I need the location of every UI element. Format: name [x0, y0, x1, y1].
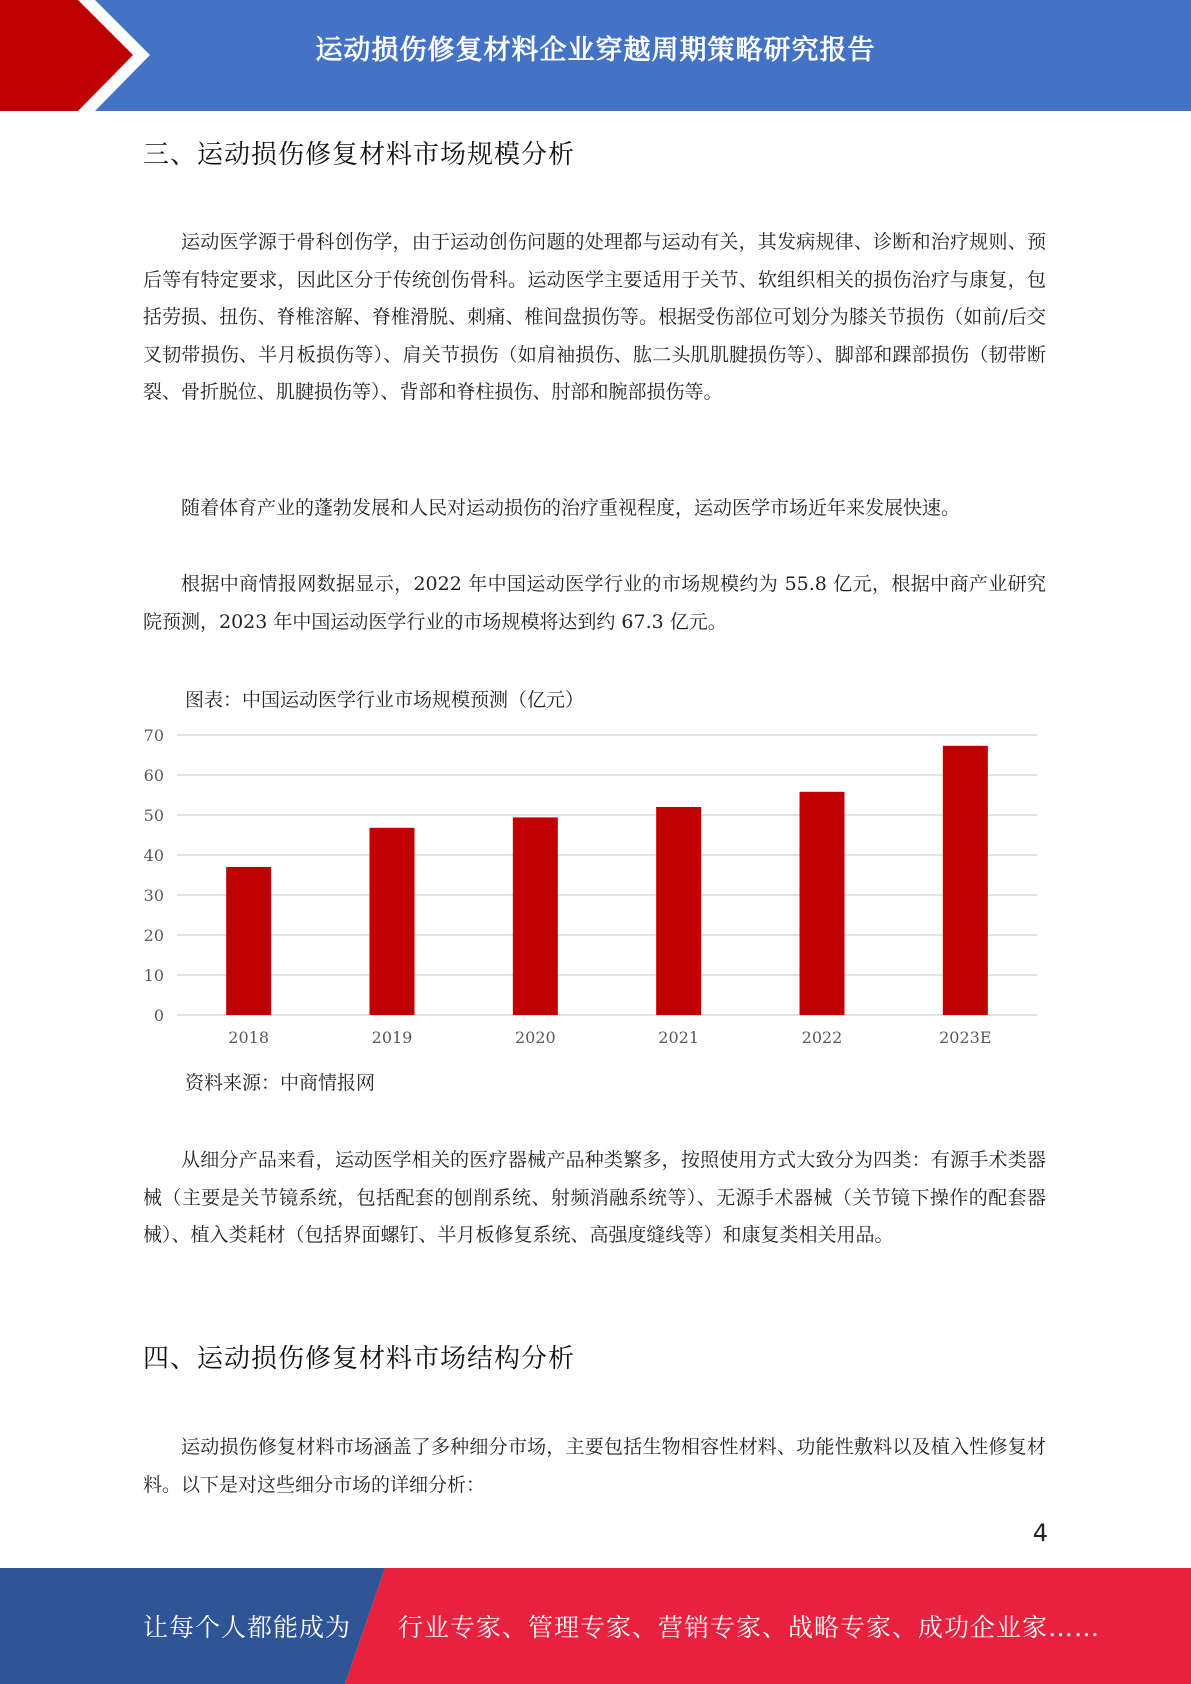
page-header	[0, 0, 1191, 111]
y-tick-label: 10	[143, 966, 164, 985]
page-footer	[0, 1568, 1191, 1684]
paragraph: 从细分产品来看，运动医学相关的医疗器械产品种类繁多，按照使用方式大致分为四类：有源手术类器械（主要是关节镜系统，包括配套的刨削系统、射频消融系统等）、无源手术器械（关节镜下操作的配套器械）、植入类耗材（包括界面螺钉、半月板修复系统、高强度缝线等）和康复类相关用品。	[143, 1149, 1046, 1246]
bar	[370, 828, 415, 1015]
paragraph: 运动医学源于骨科创伤学，由于运动创伤问题的处理都与运动有关，其发病规律、诊断和治疗规则、预后等有特定要求，因此区分于传统创伤骨科。运动医学主要适用于关节、软组织相关的损伤治疗与康复，包括劳损、扭伤、脊椎溶解、脊椎滑脱、刺痛、椎间盘损伤等。根据受伤部位可划分为膝关节损伤（如前/后交叉韧带损伤、半月板损伤等）、肩关节损伤（如肩袖损伤、肱二头肌肌腱损伤等）、脚部和踝部损伤（韧带断裂、骨折脱位、肌腱损伤等）、背部和脊柱损伤、肘部和腕部损伤等。	[143, 231, 1046, 403]
x-tick-label: 2023E	[939, 1028, 992, 1047]
y-tick-label: 50	[143, 806, 164, 825]
footer-slogan-right: 行业专家、管理专家、营销专家、战略专家、成功企业家……	[398, 1613, 1101, 1642]
bar	[943, 746, 988, 1015]
bar	[226, 867, 271, 1015]
paragraph: 运动损伤修复材料市场涵盖了多种细分市场，主要包括生物相容性材料、功能性敷料以及植入性修复材料。以下是对这些细分市场的详细分析：	[143, 1436, 1046, 1496]
chart-caption: 图表：中国运动医学行业市场规模预测（亿元）	[185, 689, 585, 711]
section-heading-4: 四、运动损伤修复材料市场结构分析	[143, 1344, 576, 1374]
x-tick-label: 2021	[658, 1028, 700, 1047]
report-title: 运动损伤修复材料企业穿越周期策略研究报告	[315, 35, 876, 66]
x-tick-label: 2022	[801, 1028, 843, 1047]
paragraph: 根据中商情报网数据显示，2022 年中国运动医学行业的市场规模约为 55.8 亿元，根据中商产业研究院预测，2023 年中国运动医学行业的市场规模将达到约 67.3 亿元。	[143, 573, 1046, 633]
y-tick-label: 30	[143, 886, 164, 905]
bar	[513, 817, 558, 1015]
x-tick-label: 2020	[514, 1028, 556, 1047]
y-tick-label: 0	[153, 1006, 164, 1025]
bar	[656, 807, 701, 1015]
y-tick-label: 60	[143, 766, 164, 785]
chart-source: 资料来源：中商情报网	[185, 1072, 376, 1094]
x-tick-label: 2019	[371, 1028, 413, 1047]
page-number: 4	[1032, 1519, 1048, 1547]
paragraph: 随着体育产业的蓬勃发展和人民对运动损伤的治疗重视程度，运动医学市场近年来发展快速。	[181, 497, 961, 519]
footer-slogan-left: 让每个人都能成为	[143, 1613, 352, 1642]
y-tick-label: 70	[143, 726, 164, 745]
y-tick-label: 40	[143, 846, 164, 865]
y-tick-label: 20	[143, 926, 164, 945]
market-size-bar-chart	[130, 720, 1050, 1055]
x-tick-label: 2018	[228, 1028, 270, 1047]
section-heading-3: 三、运动损伤修复材料市场规模分析	[143, 140, 576, 170]
bar	[800, 792, 845, 1015]
